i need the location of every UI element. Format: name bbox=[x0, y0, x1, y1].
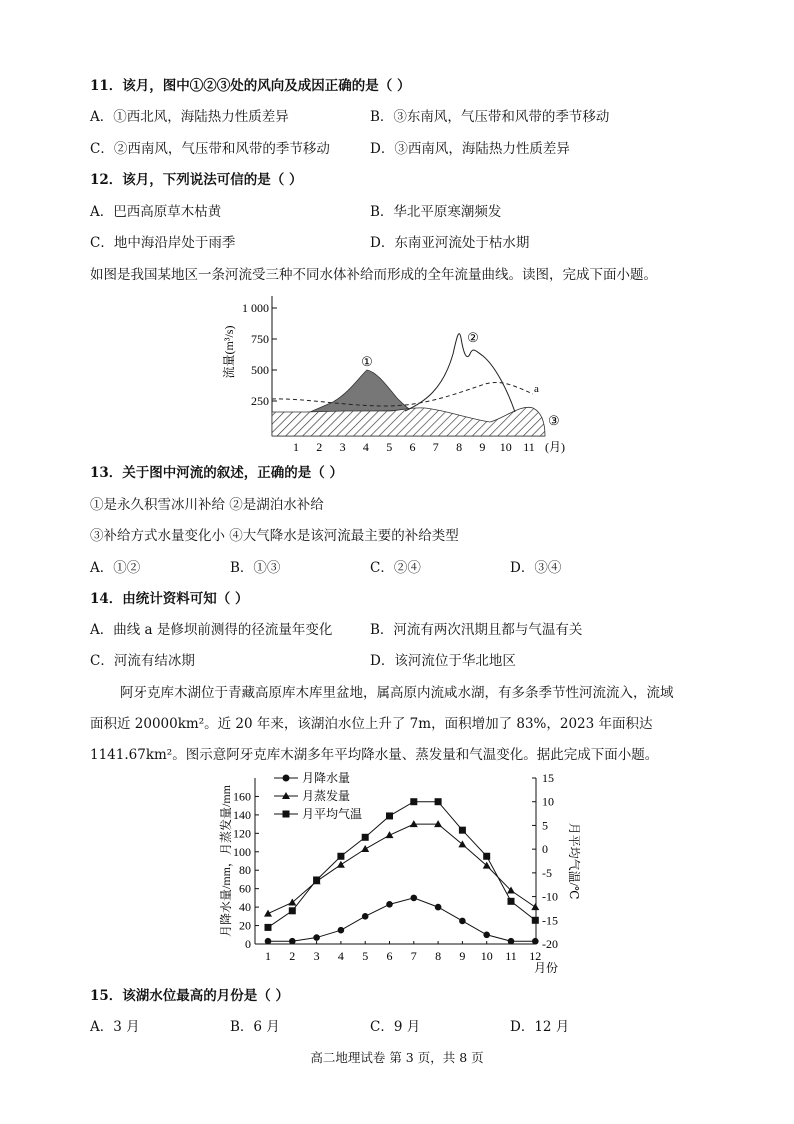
chart1-xtick: 11 bbox=[523, 440, 535, 454]
x-tick-label: 11 bbox=[505, 949, 517, 963]
y-right-tick-label: -20 bbox=[542, 937, 558, 951]
temp-point bbox=[483, 853, 490, 860]
climate-ylabel-right: 月平均气温/℃ bbox=[567, 822, 581, 900]
series-line bbox=[268, 898, 535, 941]
chart1-xtick: 6 bbox=[409, 440, 416, 454]
precip-point bbox=[532, 938, 539, 945]
precip-point bbox=[313, 934, 320, 941]
river-flow-chart bbox=[215, 294, 565, 464]
q14-option-d: D．该河流位于华北地区 bbox=[370, 653, 516, 669]
q12-option-c: C．地中海沿岸处于雨季 bbox=[90, 235, 236, 251]
chart-legend bbox=[274, 770, 362, 821]
supply-area-1 bbox=[310, 370, 411, 412]
question-13-stem: 13．关于图中河流的叙述，正确的是（ ） bbox=[90, 465, 343, 481]
series-line bbox=[268, 824, 535, 913]
y-left-tick-label: 60 bbox=[239, 881, 251, 896]
evap-point bbox=[386, 831, 394, 838]
temp-point bbox=[532, 917, 539, 924]
temp-point bbox=[337, 853, 344, 860]
precip-point bbox=[289, 938, 296, 945]
y-left-tick-label: 100 bbox=[233, 844, 251, 859]
legend-evap: 月蒸发量 bbox=[302, 789, 351, 803]
x-tick-label: 8 bbox=[435, 949, 442, 963]
chart1-xunit: (月) bbox=[545, 440, 565, 454]
question-12-stem: 12．该月，下列说法可信的是（ ） bbox=[90, 172, 303, 188]
evap-point bbox=[361, 845, 369, 852]
chart1-xtick: 7 bbox=[432, 440, 439, 454]
evap-point bbox=[531, 903, 539, 910]
chart1-ytick: 1 000 bbox=[242, 301, 269, 315]
q14-option-a: A．曲线 a 是修坝前测得的径流量年变化 bbox=[90, 622, 333, 638]
y-right-tick-label: -10 bbox=[542, 889, 558, 904]
x-tick-label: 3 bbox=[313, 949, 320, 963]
precip-point bbox=[338, 927, 345, 934]
x-tick-label: 7 bbox=[410, 949, 417, 963]
lake-climate-chart bbox=[210, 768, 590, 980]
chart1-ytick: 500 bbox=[251, 363, 269, 377]
question-11-stem: 11．该月，图中①②③处的风向及成因正确的是（ ） bbox=[90, 78, 411, 94]
precip-point bbox=[265, 938, 272, 945]
temp-point bbox=[410, 798, 417, 805]
chart1-xtick: 5 bbox=[386, 440, 393, 454]
temp-point bbox=[313, 876, 320, 883]
y-right-tick-label: -15 bbox=[542, 913, 558, 928]
y-left-tick-label: 120 bbox=[233, 826, 251, 841]
legend-circle-icon bbox=[283, 775, 290, 782]
q12-option-d: D．东南亚河流处于枯水期 bbox=[370, 235, 530, 251]
q13-option-b: B．①③ bbox=[230, 560, 281, 576]
y-left-tick-label: 160 bbox=[233, 789, 251, 804]
precip-point bbox=[411, 895, 418, 902]
chart1-ytick: 750 bbox=[251, 332, 269, 346]
x-tick-label: 2 bbox=[289, 949, 296, 963]
q11-option-d: D．③西南风，海陆热力性质差异 bbox=[370, 141, 570, 157]
curve-a-label: a bbox=[534, 383, 539, 395]
intro-lake-line-3: 1141.67km²。图示意阿牙克库木湖多年平均降水量、蒸发量和气温变化。据此完成下面小题。 bbox=[90, 747, 659, 763]
chart1-xtick: 10 bbox=[499, 440, 512, 454]
y-left-tick-label: 40 bbox=[239, 900, 251, 915]
legend-precip: 月降水量 bbox=[302, 771, 351, 785]
intro-lake-line-1: 阿牙克库木湖位于青藏高原库木库里盆地，属高原内流咸水湖，有多条季节性河流流入，流域 bbox=[120, 685, 674, 701]
x-tick-label: 10 bbox=[480, 949, 493, 963]
precip-point bbox=[362, 913, 369, 920]
mark-2: ② bbox=[467, 330, 479, 345]
chart1-xtick: 2 bbox=[316, 440, 323, 454]
q15-option-c: C．9 月 bbox=[370, 1019, 421, 1035]
q13-option-a: A．①② bbox=[90, 560, 141, 576]
x-tick-label: 6 bbox=[386, 949, 393, 963]
intro-river-chart: 如图是我国某地区一条河流受三种不同水体补给而形成的全年流量曲线。读图，完成下面小题。 bbox=[90, 267, 657, 283]
chart1-xtick: 3 bbox=[339, 440, 346, 454]
y-right-tick-label: 15 bbox=[542, 771, 554, 785]
q13-option-c: C．②④ bbox=[370, 560, 421, 576]
question-14-stem: 14．由统计资料可知（ ） bbox=[90, 591, 249, 607]
y-right-tick-label: 0 bbox=[542, 842, 548, 857]
evap-point bbox=[337, 861, 345, 868]
q11-option-a: A．①西北风，海陆热力性质差异 bbox=[90, 109, 289, 125]
y-left-tick-label: 140 bbox=[233, 807, 251, 822]
chart1-xtick: 9 bbox=[479, 440, 486, 454]
climate-ylabel-left: 月降水量/mm，月蒸发量/mm bbox=[219, 784, 233, 938]
precip-point bbox=[508, 938, 515, 945]
page-footer: 高二地理试卷 第 3 页，共 8 页 bbox=[310, 1050, 484, 1065]
temp-point bbox=[386, 812, 393, 819]
chart1-xtick: 4 bbox=[362, 440, 369, 454]
curve-a bbox=[272, 382, 533, 406]
evap-point bbox=[434, 820, 442, 827]
q13-option-d: D．③④ bbox=[510, 560, 562, 576]
temp-point bbox=[435, 798, 442, 805]
x-tick-label: 12 bbox=[529, 949, 542, 963]
q11-option-c: C．②西南风，气压带和风带的季节移动 bbox=[90, 141, 330, 157]
q12-option-b: B．华北平原寒潮频发 bbox=[370, 204, 502, 220]
chart1-xtick: 8 bbox=[456, 440, 463, 454]
q13-statement-2: ③补给方式水量变化小 ④大气降水是该河流最主要的补给类型 bbox=[90, 528, 459, 544]
q15-option-d: D．12 月 bbox=[510, 1019, 570, 1035]
temp-point bbox=[508, 898, 515, 905]
evap-point bbox=[264, 910, 272, 917]
q11-option-b: B．③东南风，气压带和风带的季节移动 bbox=[370, 109, 610, 125]
y-right-tick-label: 10 bbox=[542, 794, 554, 809]
y-left-tick-label: 20 bbox=[239, 918, 251, 933]
x-tick-label: 4 bbox=[337, 949, 344, 963]
x-tick-label: 9 bbox=[459, 949, 466, 963]
q12-option-a: A．巴西高原草木枯黄 bbox=[90, 204, 222, 220]
q14-option-b: B．河流有两次汛期且都与气温有关 bbox=[370, 622, 583, 638]
climate-xunit: 月份 bbox=[534, 961, 559, 975]
x-tick-label: 1 bbox=[265, 949, 271, 963]
evap-point bbox=[410, 820, 418, 827]
legend-temp: 月平均气温 bbox=[302, 807, 363, 821]
precip-point bbox=[435, 904, 442, 911]
temp-point bbox=[289, 907, 296, 914]
supply-area-3 bbox=[272, 407, 545, 436]
precip-point bbox=[386, 901, 393, 908]
q14-option-c: C．河流有结冰期 bbox=[90, 653, 195, 669]
precip-point bbox=[483, 931, 490, 938]
q15-option-a: A．3 月 bbox=[90, 1019, 140, 1035]
y-left-tick-label: 0 bbox=[245, 937, 251, 951]
mark-3: ③ bbox=[548, 413, 560, 428]
chart1-ylabel: 流量(m³/s) bbox=[222, 325, 236, 379]
temp-point bbox=[265, 924, 272, 931]
temp-point bbox=[459, 827, 466, 834]
y-right-tick-label: 5 bbox=[542, 818, 548, 833]
y-right-tick-label: -5 bbox=[542, 865, 552, 880]
y-left-tick-label: 80 bbox=[239, 863, 251, 878]
x-tick-label: 5 bbox=[362, 949, 369, 963]
mark-1: ① bbox=[361, 354, 373, 369]
question-15-stem: 15．该湖水位最高的月份是（ ） bbox=[90, 988, 289, 1004]
intro-lake-line-2: 面积近 20000km²。近 20 年来，该湖泊水位上升了 7m，面积增加了 83%，2023 年面积达 bbox=[90, 716, 653, 732]
legend-square-icon bbox=[283, 811, 290, 818]
rain-curve-2 bbox=[405, 334, 515, 412]
chart1-ytick: 250 bbox=[251, 394, 269, 408]
q15-option-b: B．6 月 bbox=[230, 1019, 280, 1035]
precip-point bbox=[459, 918, 466, 925]
chart1-xtick: 1 bbox=[293, 440, 299, 454]
q13-statement-1: ①是永久积雪冰川补给 ②是湖泊水补给 bbox=[90, 497, 324, 513]
temp-point bbox=[362, 834, 369, 841]
